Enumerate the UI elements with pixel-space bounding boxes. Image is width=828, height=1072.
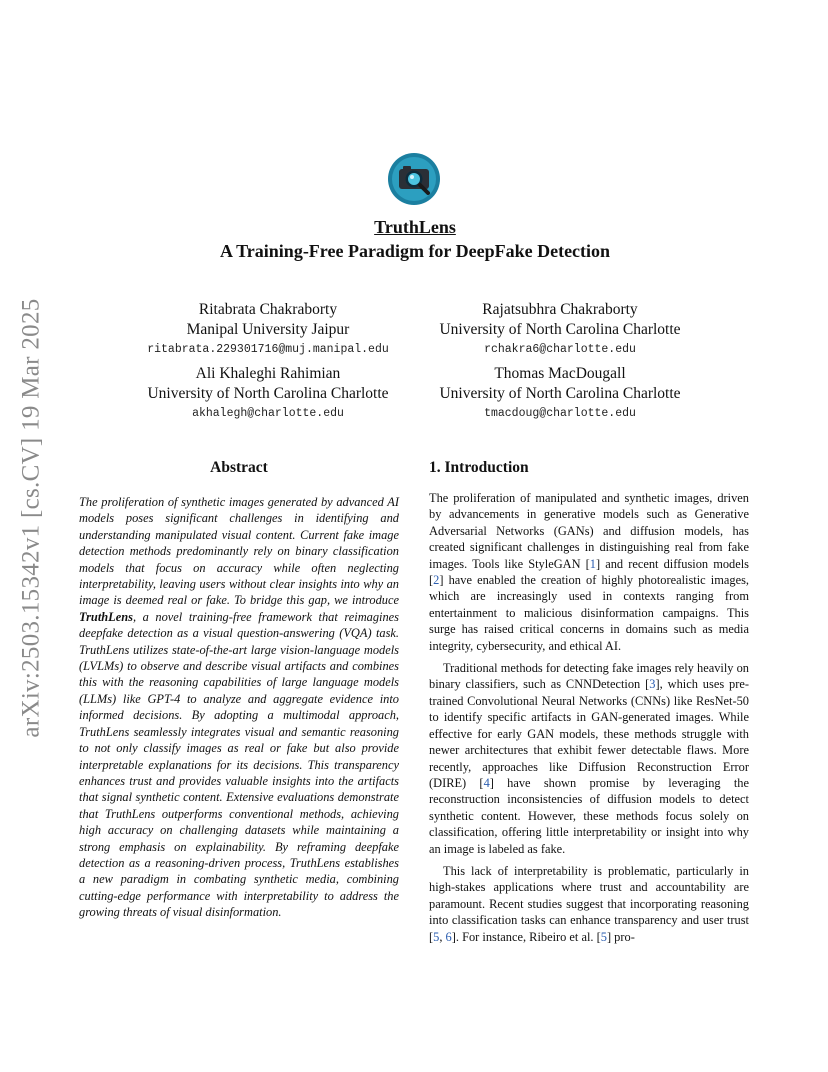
introduction-heading: 1. Introduction (429, 459, 529, 476)
author-affiliation: Manipal University Jaipur (186, 321, 350, 338)
intro-paragraph: The proliferation of manipulated and synthetic images, driven by advancements in generative models such as Generative Adversarial Networks (GANs) and diffusion models, has created significant challenges in distinguishing real from fake images. Tools like StyleGAN [1] and recent diffusion models [2] have enabled the creation of highly photorealistic images, which are increasingly used in contexts ranging from entertainment to malicious disinformation campaigns. This surge has raised critical concerns in domains such as media integrity, cybersecurity, and ethical AI. (429, 491, 749, 653)
arxiv-identifier: arXiv:2503.15342v1 [cs.CV] 19 Mar 2025 (18, 298, 45, 738)
abstract-body: The proliferation of synthetic images generated by advanced AI models poses significant challenges in identifying and understanding manipulated visual content. Current fake image detection methods predominantly rely on binary classification models that focus on accuracy while often neglecting interpretability, leaving users without clear insights into why an image is deemed real or fake. To bridge this gap, we introduce TruthLens, a novel training-free framework that reimagines deepfake detection as a visual question-answering (VQA) task. TruthLens utilizes state-of-the-art large vision-language models (LVLMs) to observe and describe visual artifacts and combines this with the reasoning capabilities of large language models (LLMs) like GPT-4 to analyze and aggregate evidence into informed decisions. By adopting a multimodal approach, TruthLens seamlessly integrates visual and semantic reasoning to not only classify images as real or fake but also provide interpretable explanations for its decisions. This transparency enhances trust and provides valuable insights into the artifacts that signal synthetic content. Extensive evaluations demonstrate that TruthLens outperforms conventional methods, achieving high accuracy on challenging datasets while maintaining a strong emphasis on explainability. By reframing deepfake detection as a reasoning-driven process, TruthLens establishes a new paradigm in combating synthetic media, combining cutting-edge performance with interpretability to address the growing threats of visual disinformation. (79, 495, 399, 920)
citation-link[interactable]: 6 (445, 929, 452, 944)
author-email: akhalegh@charlotte.edu (192, 407, 344, 420)
citation-link[interactable]: 1 (589, 556, 596, 571)
intro-paragraph: This lack of interpretability is problematic, particularly in high-stakes applications where trust and accountability are paramount. Recent studies suggest that incorporating reasoning into classification tasks can enhance transparency and user trust [5, 6]. For instance, Ribeiro et al. [5] pro- (429, 863, 749, 944)
author-email: ritabrata.229301716@muj.manipal.edu (147, 343, 389, 356)
author-name: Rajatsubhra Chakraborty (482, 301, 638, 318)
intro-paragraph: Traditional methods for detecting fake images rely heavily on binary classifiers, such as CNNDetection [3], which uses pre-trained Convolutional Neural Networks (CNNs) like ResNet-50 to identify specific artifacts in GAN-generated images. While effective for early GAN models, these methods struggle with newer architectures that exhibit fewer detectable flaws. More recently, approaches like Diffusion Reconstruction Error (DIRE) [4] have shown promise by leveraging the reconstruction inconsistencies of diffusion models to detect synthetic content. However, these methods focus solely on classification, offering little interpretability or insight into why an image is labeled as fake. (429, 661, 749, 856)
author-email: tmacdoug@charlotte.edu (484, 407, 636, 420)
author-name: Ali Khaleghi Rahimian (195, 365, 341, 382)
camera-magnifier-logo (387, 152, 441, 206)
abstract-heading: Abstract (210, 459, 268, 476)
arxiv-sidebar-stamp (12, 283, 52, 753)
author-block (400, 300, 720, 360)
introduction-body (429, 490, 749, 951)
citation-link[interactable]: 5 (433, 929, 440, 944)
citation-link[interactable]: 5 (600, 929, 607, 944)
author-affiliation: University of North Carolina Charlotte (439, 321, 681, 338)
author-block (108, 364, 428, 424)
paper-subtitle: A Training-Free Paradigm for DeepFake Detection (219, 241, 611, 261)
author-email: rchakra6@charlotte.edu (484, 343, 636, 356)
citation-link[interactable]: 4 (483, 775, 490, 790)
author-affiliation: University of North Carolina Charlotte (147, 385, 389, 402)
author-name: Thomas MacDougall (494, 365, 626, 382)
citation-link[interactable]: 3 (649, 677, 656, 692)
citation-link[interactable]: 2 (433, 573, 440, 588)
author-block (108, 300, 428, 360)
framework-name: TruthLens (79, 609, 133, 624)
author-block (400, 364, 720, 424)
paper-title: TruthLens (374, 217, 456, 237)
author-name: Ritabrata Chakraborty (198, 301, 338, 318)
author-affiliation: University of North Carolina Charlotte (439, 385, 681, 402)
